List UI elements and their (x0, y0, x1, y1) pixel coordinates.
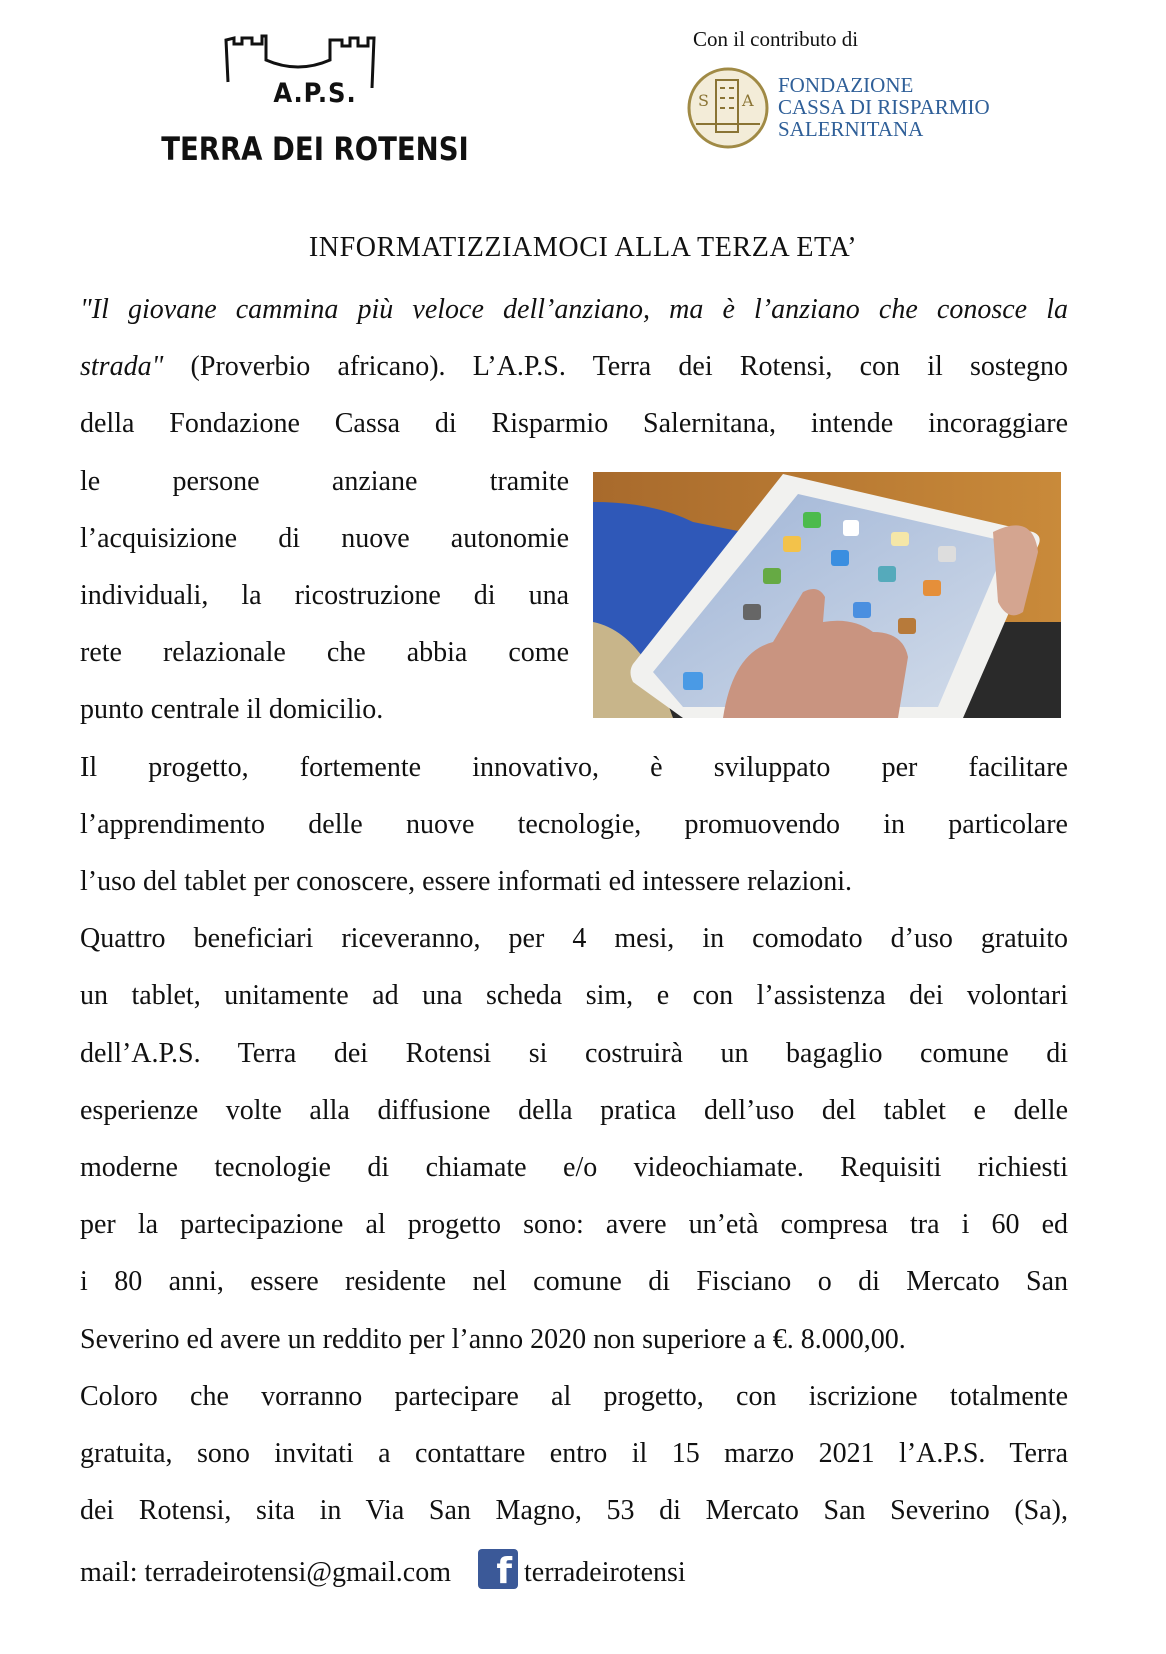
body-line (80, 624, 569, 681)
line-text: della Fondazione Cassa di Risparmio Salernitana, intende incoraggiare (80, 408, 1068, 440)
fondazione-seal-icon (686, 66, 770, 150)
aps-terra-dei-rotensi-logo (130, 30, 500, 180)
contact-line (80, 1541, 686, 1598)
line-text: gratuita, sono invitati a contattare entro il 15 marzo 2021 l’A.P.S. Terra (80, 1438, 1068, 1469)
body-line (80, 1196, 1068, 1253)
line-text: Severino ed avere un reddito per l’anno 2020 non superiore a €. 8.000,00. (80, 1323, 906, 1355)
body-line (80, 681, 569, 738)
facebook-icon: f (478, 1549, 518, 1589)
quote-text: strada" (80, 351, 164, 383)
logo-line-aps: A.P.S. (273, 78, 357, 109)
document-title: INFORMATIZZIAMOCI ALLA TERZA ETA’ (308, 232, 858, 263)
line-text: individuali, la ricostruzione di una (80, 580, 569, 611)
line-text: rete relazionale che abbia come (80, 637, 569, 669)
svg-text:A: A (742, 91, 754, 110)
line-text: l’apprendimento delle nuove tecnologie, promuovendo in particolare (80, 808, 1068, 840)
line-text: un tablet, unitamente ad una scheda sim, e con l’assistenza dei volontari (80, 980, 1068, 1012)
line-text: per la partecipazione al progetto sono: avere un’età compresa tra i 60 ed (80, 1209, 1068, 1241)
svg-text:S: S (698, 91, 709, 110)
line-text: moderne tecnologie di chiamate e/o videochiamate. Requisiti richiesti (80, 1152, 1068, 1183)
line-text: esperienze volte alla diffusione della pratica dell’uso del tablet e delle (80, 1094, 1068, 1126)
line-text: Il progetto, fortemente innovativo, è sviluppato per facilitare (80, 751, 1068, 783)
body-line (80, 338, 1068, 395)
body-line (80, 1082, 1068, 1139)
line-text: i 80 anni, essere residente nel comune di Fisciano o di Mercato San (80, 1266, 1068, 1298)
logo-line-terra: TERRA DEI ROTENSI (161, 130, 469, 168)
body-line (80, 1311, 1068, 1368)
body-line (80, 1025, 1068, 1082)
fondazione-logo-text (778, 74, 990, 140)
fondazione-line3: SALERNITANA (778, 117, 924, 141)
line-text: dei Rotensi, sita in Via San Magno, 53 di Mercato San Severino (Sa), (80, 1495, 1068, 1527)
body-line (80, 967, 1068, 1024)
body-line (80, 1425, 1068, 1482)
body-line (80, 1368, 1068, 1425)
line-text: Coloro che vorranno partecipare al progetto, con iscrizione totalmente (80, 1380, 1068, 1412)
quote-text: "Il giovane cammina più veloce dell’anziano, ma è l’anziano che conosce la (80, 294, 1068, 325)
line-text: le persone anziane tramite (80, 465, 569, 497)
body-line (80, 1253, 1068, 1310)
body-line (80, 739, 1068, 796)
line-text: l’uso del tablet per conoscere, essere informati ed intessere relazioni. (80, 866, 853, 897)
body-line (80, 796, 1068, 853)
body-line (80, 1139, 1068, 1196)
line-text: Quattro beneficiari riceveranno, per 4 mesi, in comodato d’uso gratuito (80, 923, 1068, 955)
line-text: l’acquisizione di nuove autonomie (80, 522, 569, 554)
body-line (80, 510, 569, 567)
body-line (80, 910, 1068, 967)
line-text: (Proverbio africano). L’A.P.S. Terra dei Rotensi, con il sostegno (163, 351, 1068, 383)
fondazione-line2: CASSA DI RISPARMIO (778, 95, 990, 119)
elderly-hand-tablet-photo (593, 472, 1061, 718)
body-line (80, 281, 1068, 338)
body-line (80, 1482, 1068, 1539)
body-line (80, 853, 1068, 910)
email-contact[interactable]: mail: terradeirotensi@gmail.com (80, 1557, 451, 1588)
line-text: punto centrale il domicilio. (80, 694, 384, 726)
body-line (80, 567, 569, 624)
contribution-label: Con il contributo di (693, 27, 859, 51)
body-line (80, 395, 1068, 452)
fondazione-line1: FONDAZIONE (778, 73, 914, 97)
body-line (80, 453, 569, 510)
facebook-handle[interactable]: terradeirotensi (524, 1557, 686, 1588)
line-text: dell’A.P.S. Terra dei Rotensi si costruirà un bagaglio comune di (80, 1037, 1068, 1069)
